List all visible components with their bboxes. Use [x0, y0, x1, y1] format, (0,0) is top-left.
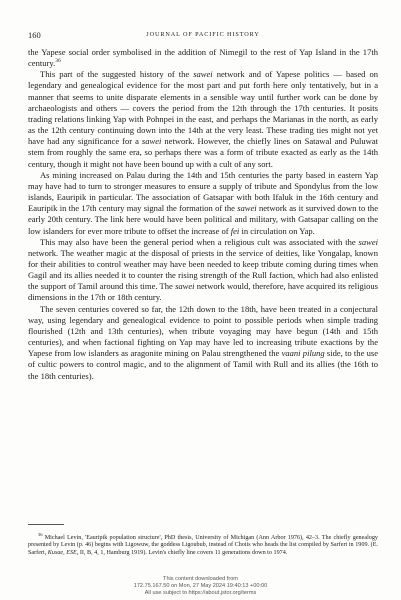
paragraph-1-text: the Yapese social order symbolised in the addition of Nimegil to the rest of Yap Island in the 17th century. [28, 47, 378, 69]
italic-term: sawei [358, 236, 378, 247]
footnote-ref-36[interactable]: 36 [55, 58, 61, 65]
paragraph-3 [28, 170, 378, 237]
footnote-text-a: Michael Levin, 'Eauripik population structure', PhD thesis, University of Michigan (Ann Arbor 1976), 42–3. The chiefly genealogy presented by Levin (p. 46) begins with Ligowuw, the goddess Ligoubub, instead of Choiis who heads the list compiled by Sarfert in 1909. (E. Sarfert, [28, 535, 378, 556]
footnotes [28, 524, 378, 557]
italic-term: sawei [237, 203, 257, 214]
article-body [28, 47, 378, 382]
paragraph-2-text-c: network. However, the chiefly lines on Satawal and Puluwat stem from roughly the same era, so perhaps there was a form of tribute exacted as early as the 14th century, though it might not have been bound up with a cult of any sort. [28, 136, 379, 169]
footer-line-2: 172.75.167.50 on Mon, 27 May 2024 19:40:13 +00:00 [133, 583, 268, 589]
running-header [28, 30, 378, 42]
paragraph-3-text-c: in circulation on Yap. [239, 225, 315, 236]
italic-term: sawei [141, 136, 162, 147]
paragraph-5-text-b: side, to the use of cultic powers to control magic, and to the alignment of Tamil with Rull and its allies (the 16th to the 18th centuries). [28, 348, 378, 381]
paragraph-2-text-b: network and of Yapese politics — based on legendary and genealogical evidence for the most part and put forth here only tentatively, but in a manner that seems to unite disparate elements in a sensible way until further work can be done by archaeologists and others — covers the period from the 12th through the 17th centuries. It posits trading relations linking Yap with Pohnpei in the east, and perhaps the Marianas in the north, as early as the 12th century continuing down into the 14th at the very least. These trading ties might not yet have had any significance for a [28, 69, 378, 147]
paragraph-5 [28, 304, 378, 382]
footnote-italic: Kusae, ESE [47, 549, 77, 556]
footnote-divider [28, 524, 64, 525]
paragraph-2-text-a: This part of the suggested history of the [40, 69, 194, 80]
footnote-36 [28, 531, 378, 557]
paragraph-3-text-b: network as it survived down to the early 20th century. The link here would have been political and military, with Gatsapar calling on the low islanders for ever more tribute to offset the increase of [28, 203, 378, 236]
footnote-text-b: , II, B, 4, 1, Hamburg 1919). Levin's chiefly line covers 11 generations down to 1974. [76, 549, 288, 556]
italic-term: sawei [175, 281, 195, 292]
paragraph-3-text-a: As mining increased on Palau during the 14th and 15th centuries the party based in eastern Yap may have had to turn to stronger measures to ensure a supply of tribute and Spondylus from the low islands, Eauripik in particular. The association of Gatsapar with both Ifaluk in the 16th century and Eauripik in the 17th century may signal the formation of the [28, 169, 378, 214]
download-footer [0, 576, 401, 597]
paragraph-4 [28, 237, 378, 304]
paragraph-2 [28, 69, 378, 169]
paragraph-4-text-c: network would, therefore, have acquired its religious dimensions in the 17th or 18th century. [28, 281, 378, 303]
footnote-number: 36 [38, 532, 43, 537]
paragraph-4-text-a: This may also have been the general period when a religious cult was associated with the [40, 236, 359, 247]
italic-term: vaani pilung [281, 348, 325, 359]
paragraph-5-text-a: The seven centuries covered so far, the 12th down to the 18th, have been treated in a conjectural way, using legendary and genealogical evidence to point to possible periods when simple trading flourished (12th and 13th centuries), when tribute voyaging may have begun (14th and 15th centuries), and when factional fighting on Yap may have led to increasing tribute exactions by the Yapese from low islanders as aragonite mining on Palau strengthened the [28, 303, 378, 359]
paragraph-1 [28, 47, 378, 69]
page-number: 160 [28, 30, 41, 40]
italic-term: fei [230, 225, 240, 236]
italic-term: sawei [193, 69, 213, 80]
journal-title: JOURNAL OF PACIFIC HISTORY [146, 31, 260, 38]
paragraph-4-text-b: network. The weather magic at the disposal of priests in the service of deities, like Yongalap, known for their abilities to control weather may have been needed to keep tribute coming during times when Gagil and its allies needed it to counter the rising strength of the Rull faction, which had also enlisted the support of Tamil around this time. The [28, 247, 378, 292]
footer-line-3[interactable]: All use subject to https://about.jstor.org/terms [144, 590, 257, 596]
footer-line-1: This content downloaded from [163, 576, 238, 582]
